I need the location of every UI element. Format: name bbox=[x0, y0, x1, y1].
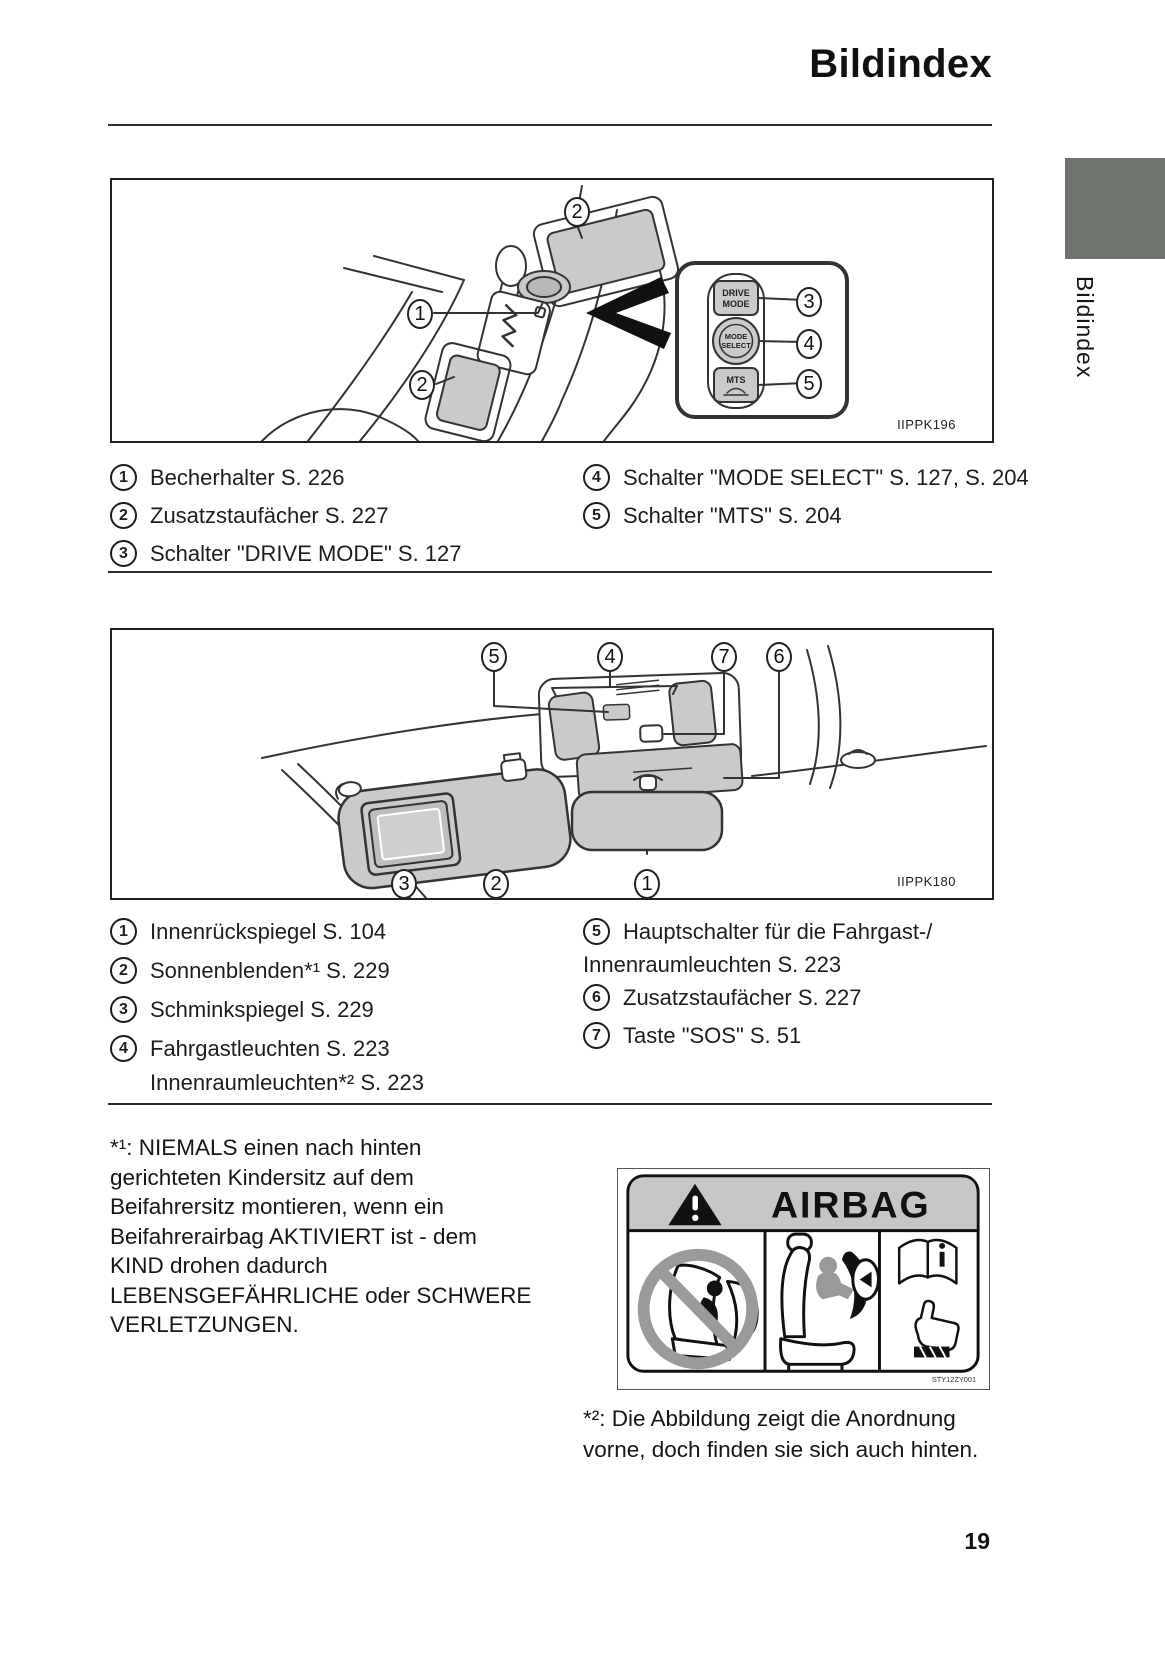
page-number: 19 bbox=[964, 1528, 990, 1554]
legend-text: Taste "SOS" S. 51 bbox=[623, 1022, 802, 1048]
legend-item bbox=[583, 982, 932, 1013]
legend-number-badge: 1 bbox=[110, 464, 137, 491]
svg-text:SELECT: SELECT bbox=[721, 341, 751, 350]
legend-text: Innenrückspiegel S. 104 bbox=[150, 918, 387, 944]
drive-mode-button bbox=[714, 281, 758, 315]
footnote-line: *²: Die Abbildung zeigt die Anordnung bbox=[583, 1406, 956, 1431]
passenger-light-lens-left bbox=[548, 691, 600, 761]
drive-mode-button-label: DRIVE bbox=[722, 288, 750, 298]
callout-4: 4 bbox=[796, 329, 822, 359]
callout-1: 1 bbox=[407, 299, 433, 329]
callout-5: 5 bbox=[481, 642, 507, 672]
legend-item bbox=[110, 538, 462, 569]
legend-text: Hauptschalter für die Fahrgast-/ bbox=[623, 918, 933, 944]
legend-number-badge: 5 bbox=[583, 502, 610, 529]
legend-item bbox=[110, 955, 424, 986]
callout-1: 1 bbox=[634, 869, 660, 899]
callout-5: 5 bbox=[796, 369, 822, 399]
callout-7: 7 bbox=[711, 642, 737, 672]
legend-number-badge: 6 bbox=[583, 984, 610, 1011]
figure1-legend-left bbox=[110, 462, 462, 576]
sun-visor bbox=[333, 748, 573, 891]
mts-button bbox=[714, 368, 758, 402]
footnote-line: vorne, doch finden sie sich auch hinten. bbox=[583, 1436, 979, 1462]
legend-item-continuation bbox=[583, 952, 932, 978]
legend-text: Fahrgastleuchten S. 223 bbox=[150, 1035, 390, 1061]
footnote-line: gerichteten Kindersitz auf dem bbox=[110, 1164, 414, 1190]
mode-select-button-label: MODE bbox=[724, 332, 748, 341]
footnote-line: LEBENSGEFÄHRLICHE oder SCHWERE bbox=[110, 1282, 532, 1308]
legend-number-badge: 4 bbox=[110, 1035, 137, 1062]
legend-number-badge: 3 bbox=[110, 996, 137, 1023]
footnote-line: Beifahrersitz montieren, wenn ein bbox=[110, 1194, 444, 1219]
legend-number-badge: 3 bbox=[110, 540, 137, 567]
legend-text: Innenraumleuchten*² S. 223 bbox=[150, 1070, 424, 1095]
legend-item-continuation bbox=[150, 1068, 424, 1098]
footnote-line: Beifahrerairbag AKTIVIERT ist - dem bbox=[110, 1223, 477, 1249]
legend-text: Schalter "MTS" S. 204 bbox=[623, 502, 842, 528]
legend-number-badge: 2 bbox=[110, 957, 137, 984]
footnote-line: *¹: NIEMALS einen nach hinten bbox=[110, 1135, 422, 1160]
figure2-drawing bbox=[112, 630, 988, 898]
figure1-drawing bbox=[112, 180, 988, 441]
legend-item bbox=[110, 462, 462, 493]
legend-number-badge: 5 bbox=[583, 918, 610, 945]
title-divider bbox=[108, 124, 992, 126]
callout-3: 3 bbox=[391, 869, 417, 899]
callout-2: 2 bbox=[564, 197, 590, 227]
airbag-label-drawing bbox=[618, 1169, 988, 1388]
figure2-legend-left bbox=[110, 916, 424, 1105]
chapter-tab-marker bbox=[1065, 158, 1165, 259]
legend-number-badge: 4 bbox=[583, 464, 610, 491]
legend-text: Schalter "MODE SELECT" S. 127, S. 204 bbox=[623, 464, 1029, 490]
legend-text: Schalter "DRIVE MODE" S. 127 bbox=[150, 540, 462, 566]
label-code: STY12ZY001 bbox=[931, 1375, 977, 1385]
svg-text:MODE: MODE bbox=[722, 299, 750, 309]
section-divider bbox=[108, 1103, 992, 1105]
footnote-2 bbox=[583, 1404, 978, 1465]
footnote-1 bbox=[110, 1133, 531, 1340]
legend-text: Becherhalter S. 226 bbox=[150, 464, 345, 490]
callout-3: 3 bbox=[796, 287, 822, 317]
airbag-label-title: AIRBAG bbox=[771, 1183, 931, 1226]
legend-number-badge: 1 bbox=[110, 918, 137, 945]
legend-text: Zusatzstaufächer S. 227 bbox=[150, 502, 389, 528]
figure2-legend-right bbox=[583, 916, 932, 1058]
figure2-headliner-diagram bbox=[110, 628, 994, 900]
inset-pointer-arrow bbox=[586, 277, 671, 349]
legend-item bbox=[583, 462, 1029, 493]
sos-button bbox=[640, 725, 663, 742]
figure-code: IIPPK180 bbox=[897, 874, 956, 889]
legend-text: Sonnenblenden*¹ S. 229 bbox=[150, 957, 390, 983]
legend-item bbox=[583, 916, 932, 947]
figure1-console-diagram bbox=[110, 178, 994, 443]
legend-text: Zusatzstaufächer S. 227 bbox=[623, 984, 862, 1010]
legend-text: Innenraumleuchten S. 223 bbox=[583, 952, 842, 977]
section-divider bbox=[108, 571, 992, 573]
legend-item bbox=[110, 1033, 424, 1064]
dashboard-line bbox=[374, 256, 464, 280]
legend-item bbox=[110, 916, 424, 947]
figure-code: IIPPK196 bbox=[897, 417, 956, 432]
legend-item bbox=[583, 1020, 932, 1051]
legend-item bbox=[110, 994, 424, 1025]
dashboard-line bbox=[344, 268, 442, 292]
grab-handle bbox=[841, 752, 875, 768]
airbag-warning-label bbox=[617, 1168, 990, 1390]
mts-button-label: MTS bbox=[726, 375, 746, 385]
legend-item bbox=[110, 500, 462, 531]
figure1-legend-right bbox=[583, 462, 1029, 538]
callout-2: 2 bbox=[483, 869, 509, 899]
vanity-mirror bbox=[377, 808, 444, 859]
callout-4: 4 bbox=[597, 642, 623, 672]
legend-text: Schminkspiegel S. 229 bbox=[150, 996, 374, 1022]
footnote-line: VERLETZUNGEN. bbox=[110, 1312, 299, 1337]
page-title: Bildindex bbox=[809, 42, 992, 86]
chapter-tab-label: Bildindex bbox=[1072, 276, 1098, 379]
callout-2: 2 bbox=[409, 370, 435, 400]
callout-6: 6 bbox=[766, 642, 792, 672]
footnote-line: KIND drohen dadurch bbox=[110, 1253, 328, 1278]
legend-item bbox=[583, 500, 1029, 531]
legend-number-badge: 2 bbox=[110, 502, 137, 529]
legend-number-badge: 7 bbox=[583, 1022, 610, 1049]
